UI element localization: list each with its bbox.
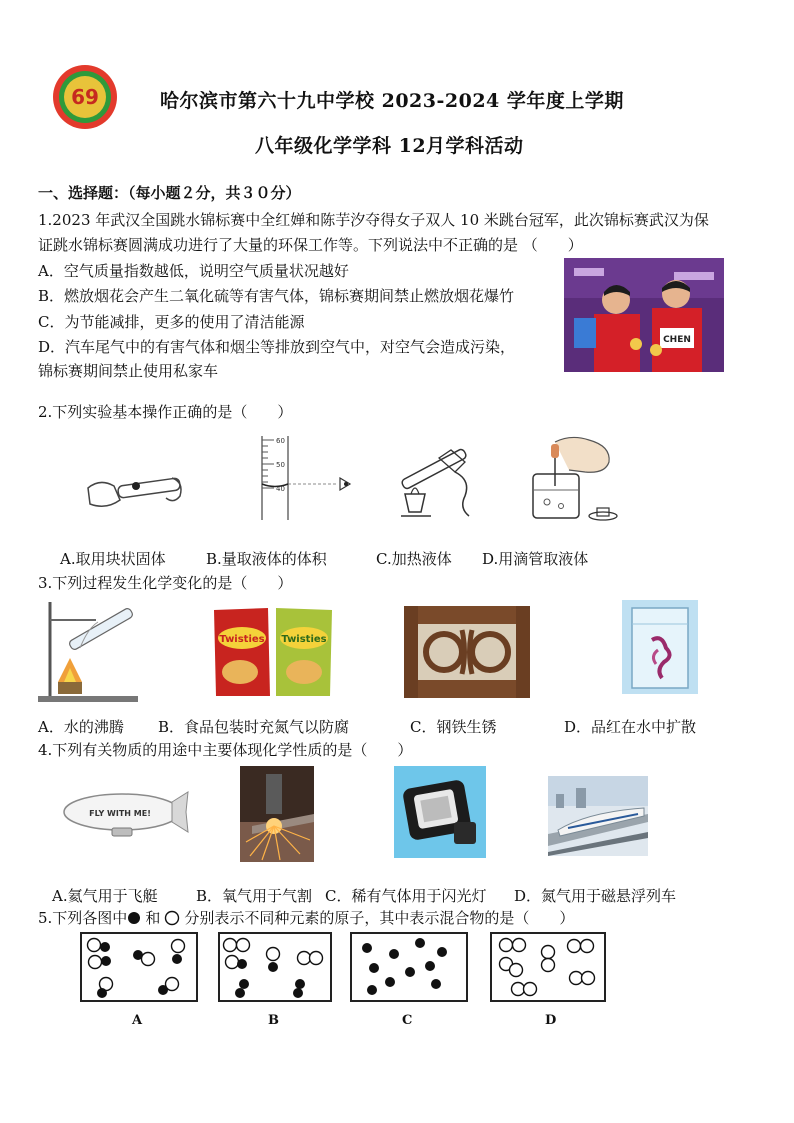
q2-image-a-solid [80, 448, 190, 528]
q3-option-b: B．食品包装时充氮气以防腐 [158, 718, 350, 736]
q2-option-b: B.量取液体的体积 [206, 550, 327, 568]
q5-stem [38, 908, 574, 928]
q2-stem: 2.下列实验基本操作正确的是（ ） [38, 403, 293, 421]
q4-image-c-flash-lamp [394, 766, 486, 858]
white-atom-icon [164, 910, 180, 926]
black-atom-icon [127, 911, 141, 925]
cyl-mark-50: 50 [276, 461, 285, 469]
cyl-mark-60: 60 [276, 437, 285, 445]
q1-stem-line1: 1.2023 年武汉全国跳水锦标赛中全红婵和陈芋汐夺得女子双人 10 米跳台冠军，此次锦标赛武汉为保 [38, 211, 709, 229]
q2-image-c-heating [385, 436, 495, 526]
q5-box-d [490, 932, 606, 1002]
q5-label-b: B [268, 1013, 279, 1028]
q5-label-d: D [545, 1013, 557, 1028]
q1-option-b: B．燃放烟花会产生二氧化硫等有害气体，锦标赛期间禁止燃放烟花爆竹 [38, 287, 515, 305]
school-logo [52, 64, 118, 130]
q3-image-a-boiling [36, 598, 146, 706]
q5-label-c: C [402, 1013, 413, 1028]
q1-option-c: C．为节能减排，更多的使用了清洁能源 [38, 313, 305, 331]
q4-option-c: C．稀有气体用于闪光灯 [325, 887, 487, 905]
q5-box-b [218, 932, 332, 1002]
q3-option-c: C．钢铁生锈 [410, 718, 497, 736]
divers-photo [564, 258, 724, 372]
bag-label-right: Twisties [281, 634, 327, 645]
bag-label-left: Twisties [219, 634, 265, 645]
q2-option-d: D.用滴管取液体 [482, 550, 589, 568]
q5-stem-mid: 和 [145, 909, 161, 927]
q3-stem: 3.下列过程发生化学变化的是（ ） [38, 574, 293, 592]
q3-image-d-beaker [622, 600, 698, 694]
q4-option-a: A.氦气用于飞艇 [52, 887, 158, 905]
q1-option-a: A．空气质量指数越低，说明空气质量状况越好 [38, 262, 349, 280]
q5-stem-post: 分别表示不同种元素的原子，其中表示混合物的是（ ） [184, 909, 575, 927]
q4-option-b: B．氧气用于气割 [196, 887, 313, 905]
q4-image-a-blimp [60, 786, 192, 842]
page-title-line2: 八年级化学学科 12月学科活动 [255, 135, 524, 157]
q1-stem-line2: 证跳水锦标赛圆满成功进行了大量的环保工作等。下列说法中不正确的是 （ ） [38, 236, 583, 254]
q2-image-d-dropper [525, 432, 625, 527]
section-heading: 一、选择题：（每小题２分，共３０分） [38, 184, 301, 202]
q2-option-c: C.加热液体 [376, 550, 452, 568]
page-title-line1: 哈尔滨市第六十九中学校 2023-2024 学年度上学期 [160, 90, 624, 112]
q4-option-d: D．氮气用于磁悬浮列车 [514, 887, 677, 905]
q5-box-c [350, 932, 468, 1002]
q2-image-b-cylinder [240, 432, 370, 522]
bib-text: CHEN [663, 335, 691, 345]
q2-option-a: A.取用块状固体 [60, 550, 166, 568]
q3-option-d: D．品红在水中扩散 [564, 718, 697, 736]
blimp-text: FLY WITH ME! [89, 809, 151, 818]
q4-stem: 4.下列有关物质的用途中主要体现化学性质的是（ ） [38, 741, 413, 759]
q3-image-b-snack-bags [208, 604, 338, 700]
q1-option-d-line2: 锦标赛期间禁止使用私家车 [38, 362, 219, 380]
q5-box-a [80, 932, 198, 1002]
logo-number: 69 [71, 85, 99, 109]
cyl-mark-40: 40 [276, 485, 285, 493]
q5-label-a: A [132, 1013, 143, 1028]
q4-image-d-maglev [548, 776, 648, 856]
q3-image-c-rusty-iron [404, 606, 530, 698]
q4-image-b-cutting [240, 766, 314, 862]
q3-option-a: A．水的沸腾 [38, 718, 124, 736]
q5-stem-pre: 5.下列各图中 [38, 909, 128, 927]
q1-option-d-line1: D．汽车尾气中的有害气体和烟尘等排放到空气中，对空气会造成污染， [38, 338, 516, 356]
